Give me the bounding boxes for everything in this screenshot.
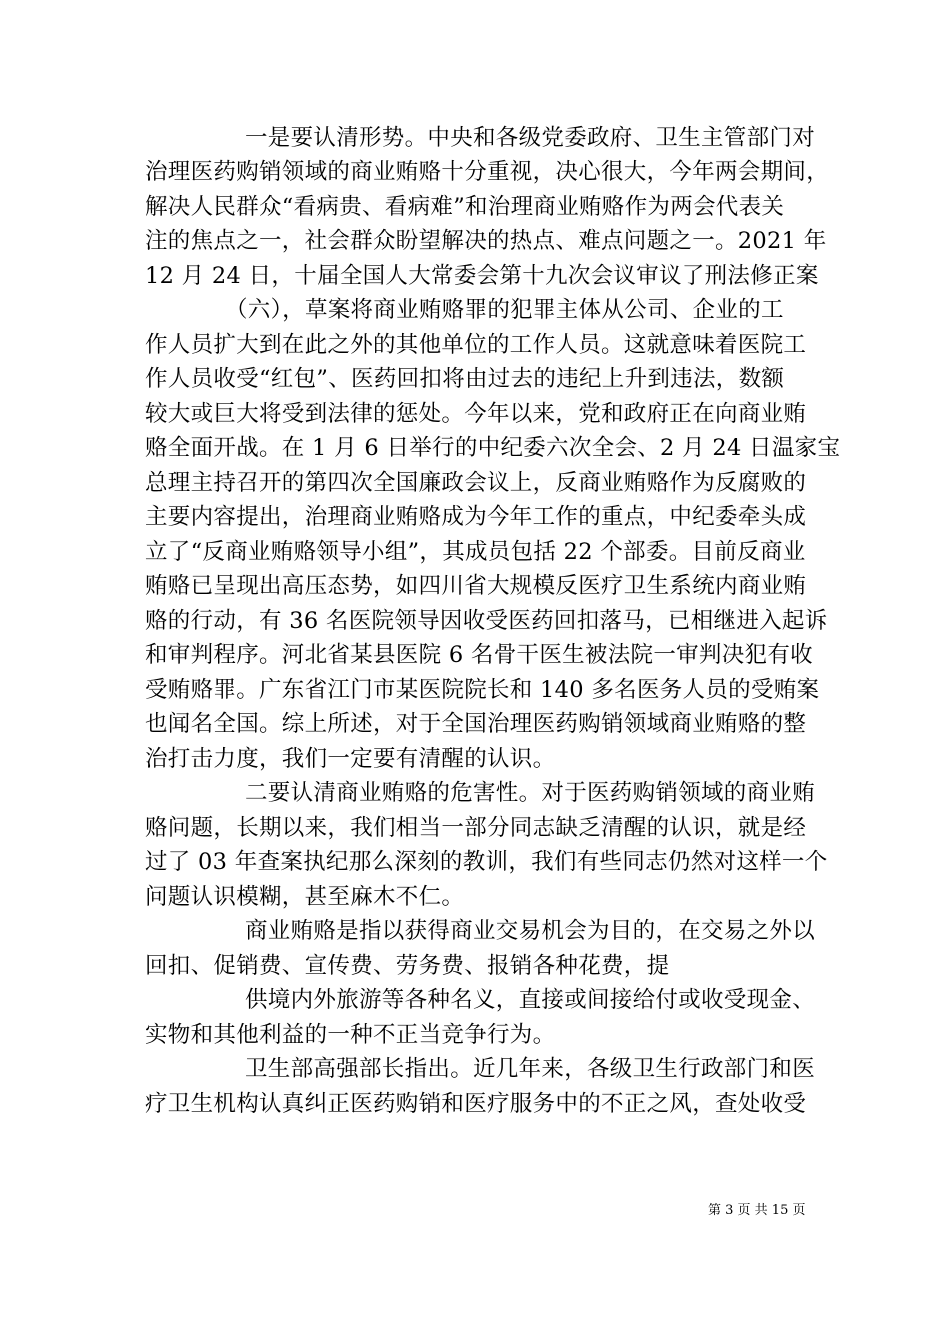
text-line: 商业贿赂是指以获得商业交易机会为目的，在交易之外以 (245, 918, 816, 944)
text-line: 供境内外旅游等各种名义，直接或间接给付或收受现金、 (245, 987, 816, 1013)
text-line: 主要内容提出，治理商业贿赂成为今年工作的重点，中纪委牵头成 (145, 504, 807, 530)
text-line: 12 月 24 日，十届全国人大常委会第十九次会议审议了刑法修正案 (145, 263, 819, 289)
text-line: 受贿赂罪。广东省江门市某医院院长和 140 多名医务人员的受贿案 (145, 677, 820, 703)
text-line: 注的焦点之一，社会群众盼望解决的热点、难点问题之一。2021 年 (145, 228, 827, 254)
text-line: 较大或巨大将受到法律的惩处。今年以来，党和政府正在向商业贿 (145, 401, 807, 427)
text-line: 也闻名全国。综上所述，对于全国治理医药购销领域商业贿赂的整 (145, 711, 807, 737)
text-line: 作人员收受“红包”、医药回扣将由过去的违纪上升到违法，数额 (145, 366, 785, 392)
text-line: 赂全面开战。在 1 月 6 日举行的中纪委六次全会、2 月 24 日温家宝 (145, 435, 841, 461)
text-line: 回扣、促销费、宣传费、劳务费、报销各种花费，提 (145, 953, 670, 979)
text-line: 实物和其他利益的一种不正当竞争行为。 (145, 1022, 556, 1048)
text-line: 二要认清商业贿赂的危害性。对于医药购销领域的商业贿 (245, 780, 816, 806)
text-line: 作人员扩大到在此之外的其他单位的工作人员。这就意味着医院工 (145, 332, 807, 358)
text-line: 总理主持召开的第四次全国廉政会议上，反商业贿赂作为反腐败的 (145, 470, 807, 496)
text-line: 一是要认清形势。中央和各级党委政府、卫生主管部门对 (245, 125, 816, 151)
text-line: （六），草案将商业贿赂罪的犯罪主体从公司、企业的工 (225, 297, 784, 323)
text-line: 治理医药购销领域的商业贿赂十分重视，决心很大，今年两会期间， (145, 159, 830, 185)
text-line: 赂的行动，有 36 名医院领导因收受医药回扣落马，已相继进入起诉 (145, 608, 828, 634)
text-line: 赂问题，长期以来，我们相当一部分同志缺乏清醒的认识，就是经 (145, 815, 807, 841)
text-line: 问题认识模糊，甚至麻木不仁。 (145, 884, 465, 910)
text-line: 疗卫生机构认真纠正医药购销和医疗服务中的不正之风，查处收受 (145, 1091, 807, 1117)
text-line: 贿赂已呈现出高压态势，如四川省大规模反医疗卫生系统内商业贿 (145, 573, 807, 599)
text-line: 过了 03 年查案执纪那么深刻的教训，我们有些同志仍然对这样一个 (145, 849, 828, 875)
page-number: 第 3 页 共 15 页 (708, 1203, 806, 1218)
text-line: 立了“反商业贿赂领导小组”，其成员包括 22 个部委。目前反商业 (145, 539, 806, 565)
text-line: 治打击力度，我们一定要有清醒的认识。 (145, 746, 556, 772)
text-line: 解决人民群众“看病贵、看病难”和治理商业贿赂作为两会代表关 (145, 194, 785, 220)
text-line: 卫生部高强部长指出。近几年来，各级卫生行政部门和医 (245, 1056, 816, 1082)
text-line: 和审判程序。河北省某县医院 6 名骨干医生被法院一审判决犯有收 (145, 642, 813, 668)
